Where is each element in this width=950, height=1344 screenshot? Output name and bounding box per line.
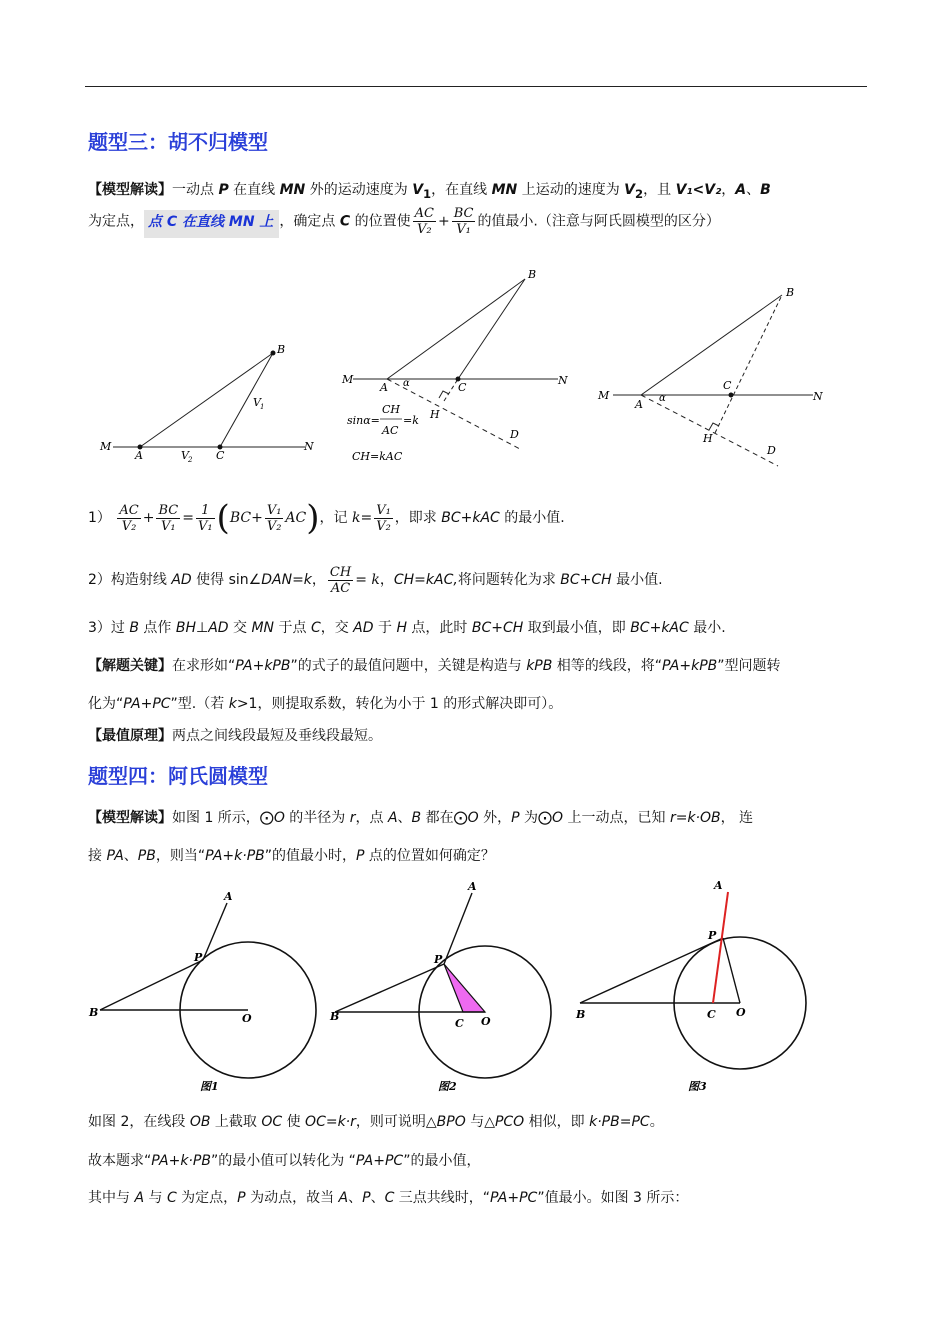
svg-text:A: A (380, 381, 388, 394)
svg-text:N: N (813, 390, 823, 403)
section4-p2: 接 PA、PB，则当“PA+k·PB”的值最小时，P 点的位置如何确定？ (88, 848, 495, 864)
svg-text:C: C (458, 381, 467, 394)
svg-text:CH: CH (382, 403, 401, 416)
svg-text:α: α (403, 378, 410, 389)
svg-text:A: A (224, 890, 233, 903)
section3-interp-line1: 【模型解读】一动点 P 在直线 MN 外的运动速度为 $V_1$，在直线 MN 上运动的速度为 $V_2$，且 V₁<V₂，A、B (88, 182, 771, 201)
svg-text:B: B (528, 268, 537, 281)
section4-p4: 故本题求“PA+k·PB”的最小值可以转化为 “PA+PC”的最小值， (88, 1153, 481, 1169)
principle-line: 【最值原理】两点之间线段最短及垂线段最短。 (88, 728, 382, 744)
svg-text:C: C (723, 379, 732, 392)
label-v1: V (253, 396, 261, 409)
step-3: 3）过 B 点作 BH⊥AD 交 MN 于点 C，交 AD 于 H 点，此时 BC+CH 取到最小值，即 BC+kAC 最小. (88, 620, 726, 636)
svg-text:C: C (455, 1017, 464, 1030)
svg-text:A: A (635, 398, 643, 411)
svg-text:α: α (659, 393, 666, 404)
svg-text:P: P (708, 929, 717, 942)
section4-p5: 其中与 A 与 C 为定点，P 为动点，故当 A、P、C 三点共线时，“PA+PC”值最小。如图 3 所示： (88, 1190, 689, 1206)
svg-text:AC: AC (382, 424, 399, 437)
label-b: B (277, 343, 286, 356)
svg-text:B: B (786, 286, 795, 299)
highlight-point-c: 点 C 在直线 MN 上 (144, 210, 279, 238)
section4-p3: 如图 2，在线段 OB 上截取 OC 使 OC=k·r，则可说明△BPO 与△PCO 相似，即 k·PB=PC。 (88, 1114, 664, 1130)
svg-text:B: B (89, 1006, 99, 1019)
svg-text:H: H (703, 432, 713, 445)
top-rule (85, 86, 867, 87)
svg-text:B: B (330, 1010, 340, 1023)
apollonius-figure-3 (575, 879, 806, 1093)
svg-text:1: 1 (260, 403, 265, 411)
svg-text:图2: 图2 (438, 1080, 457, 1093)
label-n: N (304, 440, 314, 453)
key-line2: 化为“PA+PC”型.（若 k>1，则提取系数，转化为小于 1 的形式解决即可）。 (88, 696, 563, 712)
key-line1: 【解题关键】在求形如“PA+kPB”的式子的最值问题中，关键是构造与 kPB 相等的线段，将“PA+kPB”型问题转 (88, 658, 781, 674)
svg-text:2: 2 (188, 456, 193, 464)
label-c: C (216, 449, 225, 462)
hubugui-figure-2 (340, 262, 580, 472)
svg-text:sinα=: sinα= (347, 414, 380, 427)
svg-text:N: N (558, 374, 568, 387)
svg-text:A: A (714, 879, 723, 892)
svg-text:O: O (736, 1006, 746, 1019)
svg-text:D: D (767, 444, 776, 457)
step-2: 2）构造射线 AD 使得 sin∠DAN=k， $\frac{CH}{AC}$ = k，CH=kAC,将问题转化为求 BC+CH 最小值. (88, 564, 663, 596)
svg-text:B: B (576, 1008, 586, 1021)
section4-title: 题型四：阿氏圆模型 (88, 764, 268, 788)
apollonius-figure-1 (88, 890, 316, 1093)
svg-text:H: H (430, 408, 440, 421)
svg-text:M: M (342, 373, 354, 386)
label-a: A (135, 449, 143, 462)
svg-text:C: C (707, 1008, 716, 1021)
svg-text:图1: 图1 (200, 1080, 219, 1093)
label-v2: V (181, 449, 189, 462)
section3-title: 题型三：胡不归模型 (88, 130, 268, 154)
fraction-bc-v1: $\frac{BC}{\text{V₁}}$ (453, 206, 474, 237)
svg-text:CH=kAC: CH=kAC (352, 450, 403, 463)
label-m: M (100, 440, 112, 453)
svg-text:O: O (242, 1012, 252, 1025)
apollonius-figure-2 (329, 880, 551, 1093)
svg-text:=k: =k (403, 414, 419, 427)
fraction-ac-v2: $\frac{AC}{\text{V₂}}$ (414, 206, 434, 237)
svg-text:P: P (194, 951, 203, 964)
svg-text:O: O (481, 1015, 491, 1028)
hubugui-figure-3 (595, 282, 835, 472)
apollonius-figures (80, 875, 880, 1100)
section3-interp-line2: 为定点， 点 C 在直线 MN 上 ，确定点 C 的位置使 $\frac{AC}{\text{V₂}}$ + $\frac{BC}{\text{V₁}}$ 的值最小.（注意与阿氏圆模型的区分） (88, 206, 720, 237)
svg-text:D: D (510, 428, 519, 441)
svg-text:图3: 图3 (688, 1080, 707, 1093)
step-1: 1） $\frac{AC}{\text{V₂}}$ + $\frac{BC}{\text{V₁}}$ = $\frac{1}{\text{V₁}}$ (BC+ $\frac{\text{V₁}}{\text{V₂}}$ AC)，记 k= $\frac{\text{V₁}}{\text{V₂}}$ ，即求 BC+kAC 的最小值. (88, 498, 565, 538)
svg-text:A: A (468, 880, 477, 893)
hubugui-figure-1 (95, 340, 320, 465)
svg-text:P: P (434, 953, 443, 966)
svg-text:M: M (598, 389, 610, 402)
section4-p1: 【模型解读】如图 1 所示，⨀O 的半径为 r，点 A、B 都在⨀O 外，P 为⨀O 上一动点，已知 r=k·OB， 连 (88, 810, 754, 826)
